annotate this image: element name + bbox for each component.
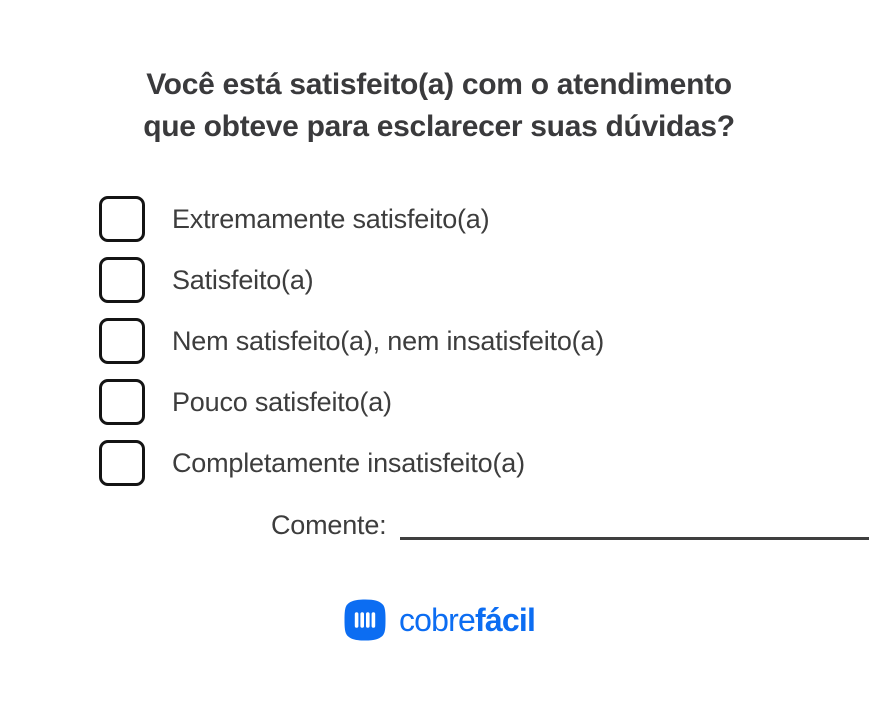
option-row-pouco-satisfeito — [99, 379, 878, 425]
option-label: Extremamente satisfeito(a) — [172, 203, 490, 234]
option-row-extremamente-satisfeito — [99, 196, 878, 242]
checkbox-extremamente-satisfeito[interactable] — [99, 196, 145, 242]
question-title-line-2: que obteve para esclarecer suas dúvidas? — [143, 110, 735, 143]
option-label: Pouco satisfeito(a) — [172, 386, 392, 417]
option-row-completamente-insatisfeito — [99, 440, 878, 486]
options-list — [99, 196, 878, 542]
checkbox-nem-satisfeito-nem-insatisfeito[interactable] — [99, 318, 145, 364]
option-label: Satisfeito(a) — [172, 264, 314, 295]
cobrefacil-bars-icon — [343, 598, 387, 642]
comment-label: Comente: — [271, 510, 387, 540]
logo-text-cobre: cobre — [398, 602, 475, 638]
option-row-nem-satisfeito-nem-insatisfeito — [99, 318, 878, 364]
checkbox-completamente-insatisfeito[interactable] — [99, 440, 145, 486]
cobrefacil-logo — [0, 598, 878, 642]
checkbox-pouco-satisfeito[interactable] — [99, 379, 145, 425]
cobrefacil-logo-text — [399, 598, 535, 642]
checkbox-satisfeito[interactable] — [99, 257, 145, 303]
comment-row — [271, 508, 869, 542]
logo-text-facil: fácil — [475, 602, 536, 638]
option-label: Completamente insatisfeito(a) — [172, 447, 525, 478]
comment-input-line[interactable] — [400, 514, 869, 540]
question-title — [0, 64, 878, 148]
option-label: Nem satisfeito(a), nem insatisfeito(a) — [172, 325, 605, 356]
option-row-satisfeito — [99, 257, 878, 303]
question-title-line-1: Você está satisfeito(a) com o atendimento — [146, 68, 732, 101]
